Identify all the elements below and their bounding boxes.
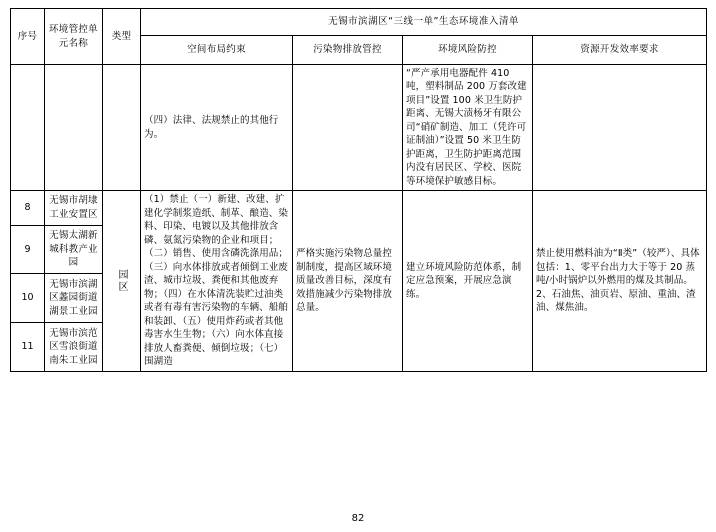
eco-access-list-table <box>10 8 707 372</box>
cell-seq: 11 <box>11 322 45 371</box>
cell-seq-continued <box>11 65 45 191</box>
cell-unit-name: 无锡市滨湖区蠡园街道湖景工业园 <box>45 274 103 323</box>
cell-risk-control-continued: “严产承用电器配件 410 吨，塑料制品 200 万套改建项目”设置 100 米卫生防护距离、无锡大渍杨牙有限公司“硝矿制造、加工（凭许可证制油）”设置 50 米卫生防护距离，卫生防护距离范围内没有居民区、学校、医院等环境保护敏感目标。 <box>403 65 533 191</box>
table-header-row-1 <box>11 9 707 36</box>
cell-type-continued <box>103 65 141 191</box>
cell-pollutant-control-continued <box>293 65 403 191</box>
cell-seq: 9 <box>11 225 45 274</box>
cell-unit-name-continued <box>45 65 103 191</box>
cell-risk-control-group: 建立环境风险防范体系，制定应急预案，开展应急演练。 <box>403 191 533 371</box>
cell-resource-efficiency-group: 禁止使用燃料油为“Ⅱ类”（较严）、具体包括：1、零平台出力大于等于 20 蒸吨/小时锅炉以外燃用的煤及其制品。2、石油焦、油页岩、原油、重油、渣油、煤焦油。 <box>533 191 707 371</box>
cell-space-layout-continued: （四）法律、法规禁止的其他行为。 <box>141 65 293 191</box>
cell-resource-efficiency-continued <box>533 65 707 191</box>
cell-unit-name: 无锡太湖新城科教产业园 <box>45 225 103 274</box>
header-type: 类型 <box>103 9 141 65</box>
header-risk-control: 环境风险防控 <box>403 36 533 65</box>
cell-seq: 8 <box>11 191 45 225</box>
header-space-layout: 空间布局约束 <box>141 36 293 65</box>
page-number: 82 <box>351 513 365 524</box>
header-unit-name: 环境管控单元名称 <box>45 9 103 65</box>
cell-pollutant-control-group: 严格实施污染物总量控制制度，提高区域环境质量改善目标，深度有效措施减少污染物排放总量。 <box>293 191 403 371</box>
cell-unit-name: 无锡市胡埭工业安置区 <box>45 191 103 225</box>
header-resource-efficiency: 资源开发效率要求 <box>533 36 707 65</box>
cell-space-layout-group: （1）禁止（一）新建、改建、扩建化学制浆造纸、制革、酿造、染料、印染、电镀以及其他排放含磷、氨氮污染物的企业和项目；（二）销售、使用含磷洗涤用品；（三）向水体排放或者倾倒工业废渣、城市垃圾、粪便和其他废弃物；（四）在水体清洗装贮过油类或者有毒有害污染物的车辆、船舶和装卸、（五）使用炸药或者其他毒害水生生物；（六）向水体直接排放人畜粪便、倾倒垃圾；（七）围湖造 <box>141 191 293 371</box>
header-seq: 序号 <box>11 9 45 65</box>
header-group-title: 无锡市滨湖区“三线一单”生态环境准入清单 <box>141 9 707 36</box>
cell-type-group <box>103 191 141 371</box>
table-row-continued <box>11 65 707 191</box>
cell-seq: 10 <box>11 274 45 323</box>
cell-unit-name: 无锡市滨范区雪浪街道南朱工业园 <box>45 322 103 371</box>
table-row <box>11 191 707 225</box>
cell-type-group-label: 园区 <box>116 269 127 293</box>
header-pollutant-control: 污染物排放管控 <box>293 36 403 65</box>
